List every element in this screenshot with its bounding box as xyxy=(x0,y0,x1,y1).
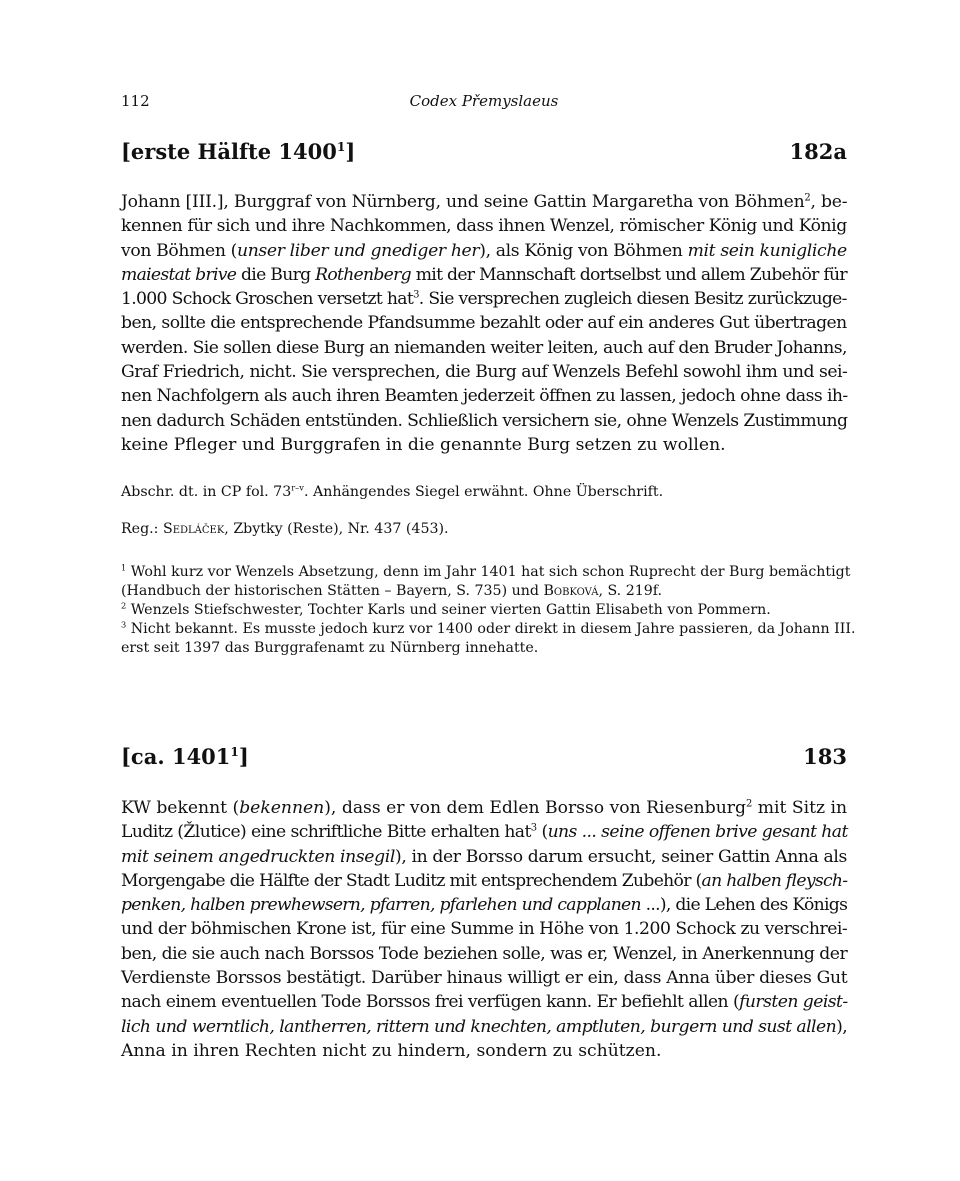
text-segment: ), xyxy=(836,1016,848,1037)
text-segment: ben, sollte die entsprechende Pfandsumme bezahlt oder auf ein anderes Gut übertragen xyxy=(121,313,847,334)
text-segment: KW bekennt ( xyxy=(121,798,240,818)
text-segment: Wenzels Stiefschwester, Tochter Karls und seiner vierten Gattin Elisabeth von Pommern. xyxy=(126,602,771,618)
quoted-source-text: an halben fleysch- xyxy=(701,870,848,891)
text-segment: nen dadurch Schäden entstünden. Schließlich versichern sie, ohne Wenzels Zustimmung xyxy=(121,410,848,431)
entry-date xyxy=(121,744,249,769)
footnote-ref: 1 xyxy=(336,140,346,154)
text-segment: erst seit 1397 das Burggrafenamt zu Nürnberg innehatte. xyxy=(121,640,539,656)
footnote-ref: 3 xyxy=(530,822,537,834)
text-line xyxy=(121,409,847,433)
text-line xyxy=(121,263,847,287)
text-segment: ), in der Borsso darum ersucht, seiner Gattin Anna als xyxy=(394,846,847,867)
footnote-ref: 3 xyxy=(121,619,127,630)
source-note xyxy=(121,483,847,502)
text-segment: Sedláček xyxy=(162,521,225,537)
footnote-ref: 2 xyxy=(745,798,753,810)
regest-note xyxy=(121,520,847,539)
quoted-source-text: unser liber und gnediger her xyxy=(237,240,480,261)
entry-number: 183 xyxy=(803,744,847,769)
quoted-source-text: mit seinem angedruckten insegil xyxy=(121,846,395,867)
text-segment: Luditz (Žlutice) eine schriftliche Bitte erhalten hat xyxy=(121,822,531,843)
text-line xyxy=(121,820,847,844)
quoted-source-text: bekennen xyxy=(239,798,325,818)
text-segment: werden. Sie sollen diese Burg an niemanden weiter leiten, auch auf den Bruder Johanns, xyxy=(121,337,847,358)
text-segment: , S. 219f. xyxy=(598,583,663,599)
entry-date xyxy=(121,139,355,164)
footnote-line xyxy=(121,639,847,658)
text-line xyxy=(121,990,847,1014)
text-segment: kennen für sich und ihre Nachkommen, dass ihnen Wenzel, römischer König und König xyxy=(121,216,847,237)
text-line xyxy=(121,360,847,384)
footnote-ref: 1 xyxy=(230,745,239,759)
text-line xyxy=(121,384,847,408)
footnote-ref: 1 xyxy=(121,562,127,573)
text-line xyxy=(121,190,847,214)
text-line xyxy=(121,433,847,457)
quoted-source-text: penken, halben prewhewsern, pfarren, pfarlehen und capplanen xyxy=(121,895,641,916)
footnote-ref: 3 xyxy=(413,289,419,301)
footnote-line xyxy=(121,619,856,639)
running-head xyxy=(121,92,847,116)
text-line xyxy=(121,966,847,990)
text-line xyxy=(121,796,847,820)
quoted-source-text: mit sein kunigliche xyxy=(687,240,847,261)
quoted-source-text: uns ... seine offenen brive gesant hat xyxy=(547,822,848,843)
text-segment: keine Pfleger und Burggrafen in die genannte Burg setzen zu wollen. xyxy=(121,434,726,455)
text-line xyxy=(121,1015,847,1039)
text-segment: mit Sitz in xyxy=(752,798,848,818)
entry-date-text: [erste Hälfte 1400 xyxy=(121,139,337,164)
footnote-line xyxy=(121,562,851,582)
page-number: 112 xyxy=(121,92,150,110)
text-segment: und der böhmischen Krone ist, für eine Summe in Höhe von 1.200 Schock zu verschrei- xyxy=(121,919,848,940)
text-segment: ...), die Lehen des Königs xyxy=(640,895,848,916)
text-line xyxy=(121,311,847,335)
text-segment: ), als König von Böhmen xyxy=(479,240,688,261)
text-segment: mit der Mannschaft dortselbst und allem Zubehör für xyxy=(410,264,847,285)
footnote-line xyxy=(121,601,847,620)
quoted-source-text: lich und werntlich, lantherren, rittern und knechten, amptluten, burgern und sust allen xyxy=(121,1016,837,1037)
text-segment: Verdienste Borssos bestätigt. Darüber hinaus willigt er ein, dass Anna über dieses Gut xyxy=(121,968,848,989)
footnote-line xyxy=(121,582,847,601)
text-segment: die Burg xyxy=(236,264,316,285)
text-line xyxy=(121,287,847,311)
quoted-source-text: maiestat brive xyxy=(121,264,237,285)
entry-number: 182a xyxy=(789,139,847,164)
text-segment: Bobková xyxy=(543,583,599,599)
text-segment: Anna in ihren Rechten nicht zu hindern, sondern zu schützen. xyxy=(121,1040,662,1061)
entry-date-close: ] xyxy=(238,744,249,769)
text-segment: nach einem eventuellen Tode Borssos frei verfügen kann. Er befiehlt allen ( xyxy=(121,992,740,1013)
text-line xyxy=(121,845,847,869)
text-segment: , Zbytky (Reste), Nr. 437 (453). xyxy=(224,521,449,537)
running-title: Codex Přemyslaeus xyxy=(409,92,559,110)
text-line xyxy=(121,239,847,263)
text-segment: ben, die sie auch nach Borssos Tode beziehen solle, was er, Wenzel, in Anerkennung der xyxy=(121,943,848,964)
text-segment: nen Nachfolgern als auch ihren Beamten jederzeit öffnen zu lassen, jedoch ohne dass ih- xyxy=(121,386,848,407)
quoted-source-text: fursten geist- xyxy=(739,992,848,1013)
text-segment: Johann [III.], Burggraf von Nürnberg, und seine Gattin Margaretha von Böhmen xyxy=(121,192,805,212)
text-line xyxy=(121,1039,847,1063)
text-line xyxy=(121,917,847,941)
text-segment: ( xyxy=(536,822,548,843)
entry-body xyxy=(121,796,847,1063)
entry-body xyxy=(121,190,847,457)
text-line xyxy=(121,893,847,917)
footnote-ref: 2 xyxy=(121,600,127,611)
text-segment: (Handbuch der historischen Stätten – Bayern, S. 735) und xyxy=(121,583,544,599)
text-line xyxy=(121,942,847,966)
footnotes xyxy=(121,562,856,658)
text-segment: Abschr. dt. in CP fol. 73 xyxy=(121,484,292,500)
text-line xyxy=(121,336,847,360)
footnote-ref: r–v xyxy=(291,482,304,493)
entry-heading xyxy=(121,744,847,776)
text-segment: ), dass er von dem Edlen Borsso von Riesenburg xyxy=(324,798,746,818)
text-segment: 1.000 Schock Groschen versetzt hat xyxy=(121,289,414,310)
text-segment: Graf Friedrich, nicht. Sie versprechen, die Burg auf Wenzels Befehl sowohl ihm und sei- xyxy=(121,362,848,383)
quoted-source-text: Rothenberg xyxy=(315,264,411,285)
text-segment: . Sie versprechen zugleich diesen Besitz zurückzuge- xyxy=(418,289,847,310)
text-segment: Nicht bekannt. Es musste jedoch kurz vor 1400 oder direkt in diesem Jahre passieren, da Johann III. xyxy=(126,621,856,637)
entry-heading xyxy=(121,139,847,171)
text-segment: Wohl kurz vor Wenzels Absetzung, denn im Jahr 1401 hat sich schon Ruprecht der Burg bemächtigt xyxy=(126,564,851,580)
text-segment: , be- xyxy=(810,192,848,212)
entry-date-close: ] xyxy=(345,139,356,164)
entry-date-text: [ca. 1401 xyxy=(121,744,231,769)
text-line xyxy=(121,869,847,893)
text-segment: von Böhmen ( xyxy=(121,240,238,261)
text-segment: . Anhängendes Siegel erwähnt. Ohne Überschrift. xyxy=(303,484,664,500)
footnote-ref: 2 xyxy=(804,192,811,204)
text-line xyxy=(121,214,847,238)
text-segment: Reg.: xyxy=(121,521,163,537)
text-segment: Morgengabe die Hälfte der Stadt Luditz mit entsprechendem Zubehör ( xyxy=(121,870,702,891)
